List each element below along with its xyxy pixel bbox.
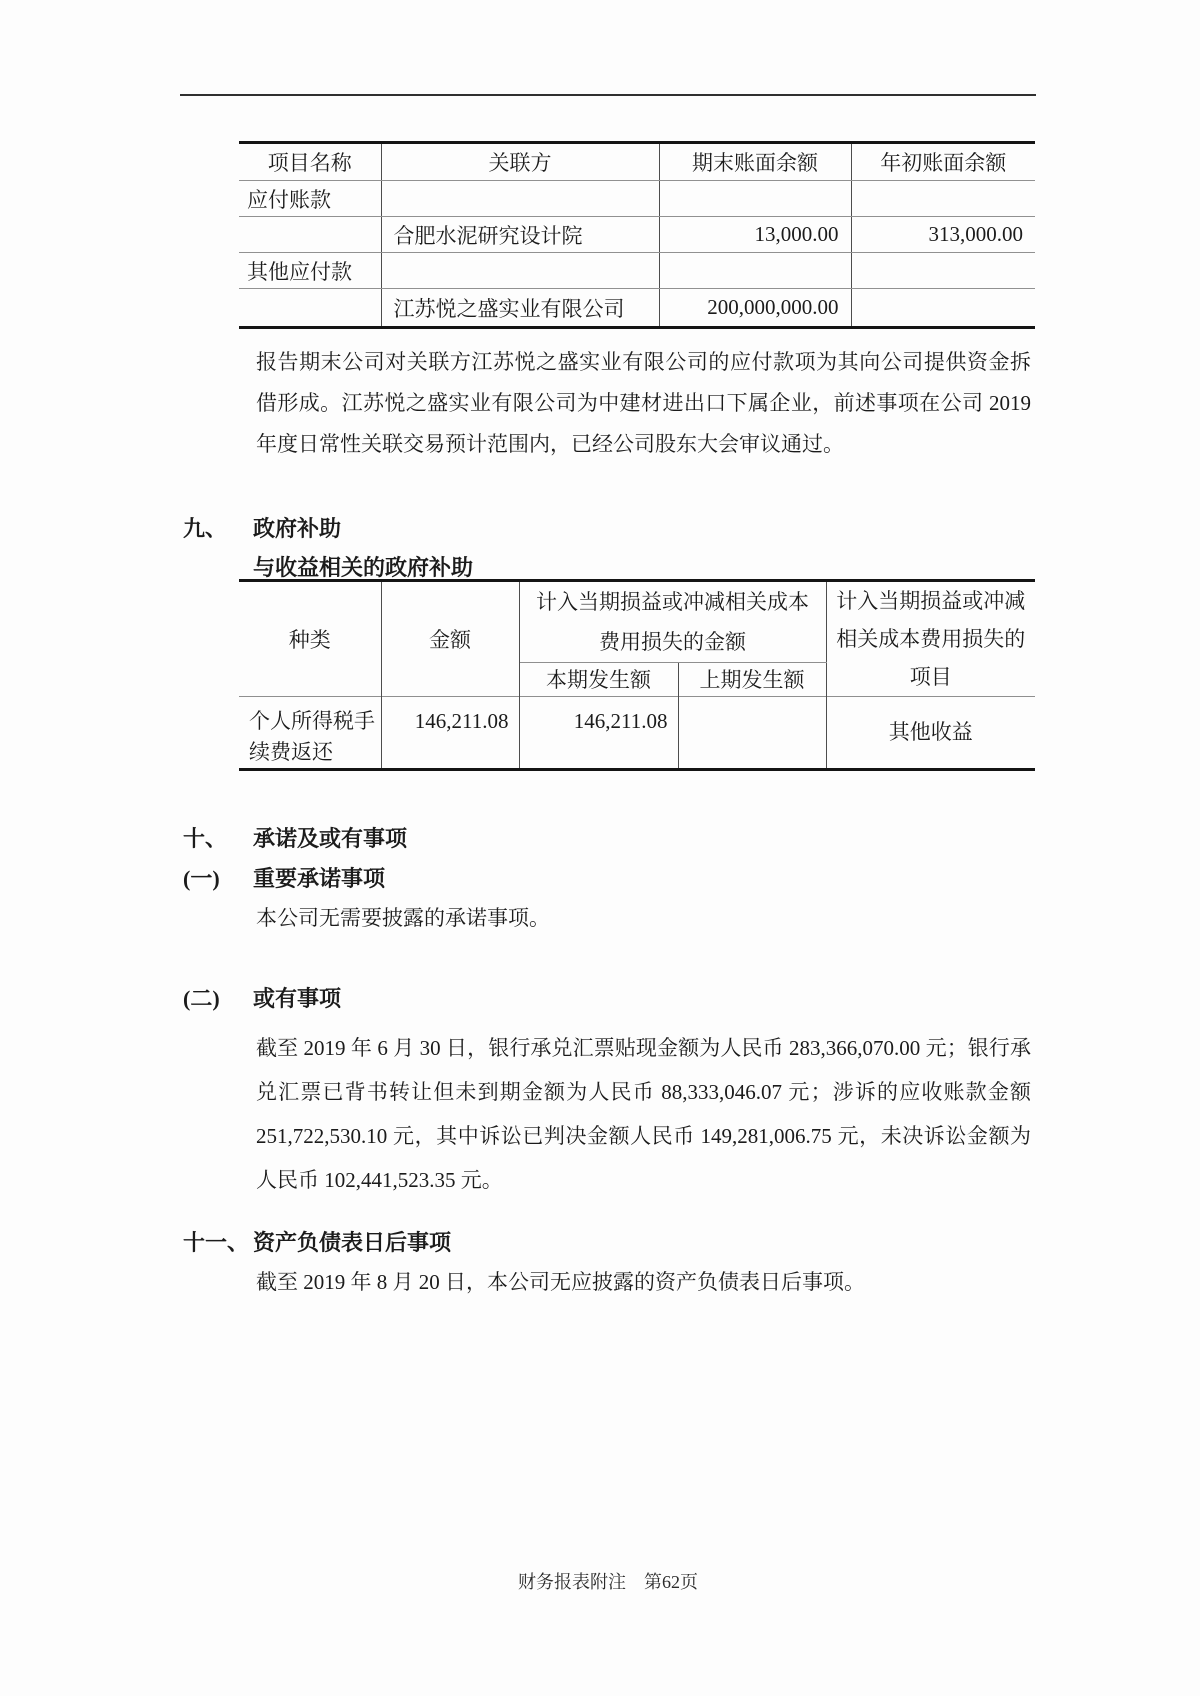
cell-prior-period-amount bbox=[678, 697, 826, 770]
section-number: 九、 bbox=[183, 516, 228, 541]
table-row bbox=[239, 289, 1035, 328]
col-header-amount: 金额 bbox=[381, 581, 519, 697]
section-title: 资产负债表日后事项 bbox=[253, 1230, 452, 1255]
section-heading-post-balance-sheet-events bbox=[183, 1226, 451, 1257]
table-row bbox=[239, 697, 1035, 770]
related-party-payables-table bbox=[239, 141, 1035, 329]
col-header-group-amount-in-pl: 计入当期损益或冲减相关成本费用损失的金额 bbox=[519, 581, 826, 663]
cell-ending: 13,000.00 bbox=[659, 217, 851, 253]
col-header-current-period: 本期发生额 bbox=[519, 663, 678, 697]
section-heading-government-grants bbox=[183, 512, 341, 543]
cell-item bbox=[239, 217, 381, 253]
col-header-ending-balance: 期末账面余额 bbox=[659, 143, 851, 181]
contingencies-paragraph: 截至 2019 年 6 月 30 日，银行承兑汇票贴现金额为人民币 283,366,070.00 元；银行承兑汇票已背书转让但未到期金额为人民币 88,333,046.07 元；涉诉的应收账款金额 251,722,530.10 元，其中诉讼已判决金额人民币 149,281,006.75 元，未决诉讼金额为人民币 102,441,523.35 元。 bbox=[256, 1036, 1031, 1192]
section-number: 十、 bbox=[183, 826, 228, 851]
page-footer: 财务报表附注 第62页 bbox=[518, 1572, 698, 1592]
cell-party: 合肥水泥研究设计院 bbox=[381, 217, 659, 253]
important-commitments-body: 本公司无需要披露的承诺事项。 bbox=[256, 906, 550, 930]
table-row bbox=[239, 217, 1035, 253]
cell-grant-amount: 146,211.08 bbox=[381, 697, 519, 770]
subsection-number: (二) bbox=[183, 986, 220, 1011]
cell-ending bbox=[659, 181, 851, 217]
col-header-beginning-balance: 年初账面余额 bbox=[851, 143, 1035, 181]
cell-current-period-amount: 146,211.08 bbox=[519, 697, 678, 770]
cell-party bbox=[381, 181, 659, 217]
cell-pl-item: 其他收益 bbox=[826, 697, 1035, 770]
subsection-number: (一) bbox=[183, 866, 220, 891]
section-title: 政府补助 bbox=[253, 516, 342, 541]
government-grants-table bbox=[239, 579, 1035, 771]
cell-beginning: 313,000.00 bbox=[851, 217, 1035, 253]
table-row bbox=[239, 181, 1035, 217]
page-header-rule bbox=[180, 94, 1036, 96]
cell-item: 其他应付款 bbox=[239, 253, 381, 289]
cell-item: 应付账款 bbox=[239, 181, 381, 217]
subsection-title: 重要承诺事项 bbox=[253, 866, 386, 891]
table-header-row bbox=[239, 581, 1035, 663]
related-party-note-paragraph: 报告期末公司对关联方江苏悦之盛实业有限公司的应付款项为其向公司提供资金拆借形成。江苏悦之盛实业有限公司为中建材进出口下属企业，前述事项在公司 2019 年度日常性关联交易预计范围内，已经公司股东大会审议通过。 bbox=[256, 350, 1031, 456]
col-header-item-name: 项目名称 bbox=[239, 143, 381, 181]
section-heading-commitments bbox=[183, 822, 407, 853]
cell-party bbox=[381, 253, 659, 289]
subsection-heading-important-commitments bbox=[183, 862, 385, 893]
cell-grant-type: 个人所得税手续费返还 bbox=[239, 697, 381, 770]
col-header-prior-period: 上期发生额 bbox=[678, 663, 826, 697]
col-header-pl-item: 计入当期损益或冲减相关成本费用损失的项目 bbox=[836, 589, 1026, 689]
cell-party: 江苏悦之盛实业有限公司 bbox=[381, 289, 659, 328]
cell-item bbox=[239, 289, 381, 328]
col-header-type: 种类 bbox=[239, 581, 381, 697]
subsection-title-income-related-grants: 与收益相关的政府补助 bbox=[253, 555, 474, 580]
col-header-related-party: 关联方 bbox=[381, 143, 659, 181]
post-balance-sheet-events-body: 截至 2019 年 8 月 20 日，本公司无应披露的资产负债表日后事项。 bbox=[256, 1270, 865, 1294]
cell-ending bbox=[659, 253, 851, 289]
subsection-title: 或有事项 bbox=[253, 986, 342, 1011]
subsection-heading-contingencies bbox=[183, 982, 341, 1013]
cell-beginning bbox=[851, 181, 1035, 217]
cell-beginning bbox=[851, 289, 1035, 328]
section-number: 十一、 bbox=[183, 1230, 250, 1255]
table-row bbox=[239, 253, 1035, 289]
section-title: 承诺及或有事项 bbox=[253, 826, 408, 851]
cell-ending: 200,000,000.00 bbox=[659, 289, 851, 328]
table-header-row bbox=[239, 143, 1035, 181]
cell-beginning bbox=[851, 253, 1035, 289]
